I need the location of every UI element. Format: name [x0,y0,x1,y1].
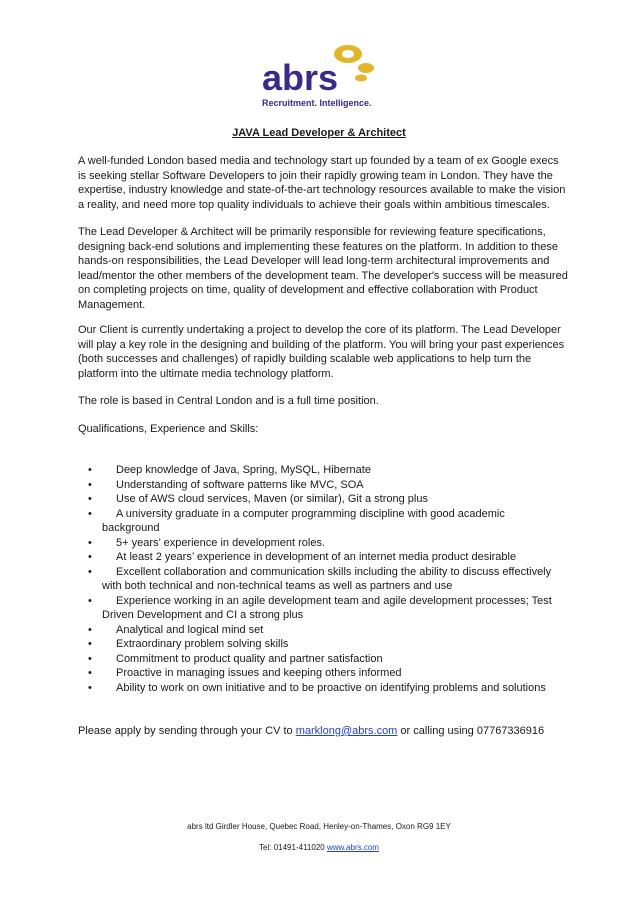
bullet-icon: • [88,507,92,520]
intro-paragraph: A well-funded London based media and technology start up founded by a team of ex Google execs is seeking stellar Software Developers to join their rapidly growing team in London. They have the expertise, industry knowledge and state-of-the-art technology resources available to make the vision a reality, and need more top quality individuals to achieve their goals within ambitious timescales. [78,155,566,211]
bullet-icon: • [88,681,92,694]
apply-paragraph: Please apply by sending through your CV to marklong@abrs.com or calling using 07767336916 [78,725,545,737]
list-item: • Use of AWS cloud services, Maven (or similar), Git a strong plus [88,493,428,505]
logo-wordmark: abrs [262,57,339,98]
bullet-icon: • [88,565,92,578]
website-link[interactable]: www.abrs.com [326,843,379,852]
client-paragraph: Our Client is currently undertaking a project to develop the core of its platform. The Lead Developer will play a key role in the designing and building of the platform. You will bring your past experiences (both successes and challenges) of rapidly building scalable web applications to help turn the platform into the ultimate media technology platform. [78,324,565,380]
footer-address: abrs ltd Girdler House, Quebec Road, Henley-on-Thames, Oxon RG9 1EY [187,822,451,831]
logo-graphic [258,40,384,110]
job-title: JAVA Lead Developer & Architect [232,127,406,139]
list-item: • At least 2 years’ experience in development of an internet media product desirable [88,551,517,563]
bullet-icon: • [88,623,92,636]
bullet-icon: • [88,536,92,549]
logo-tagline: Recruitment. Intelligence. [262,98,372,108]
bullet-icon: • [88,478,92,491]
list-item: • Excellent collaboration and communication skills including the ability to discuss effectively with both technical and non-technical teams as well as partners and use [88,565,552,592]
footer-contact: Tel: 01491-411020 www.abrs.com [259,843,379,852]
list-item: • 5+ years’ experience in development roles. [88,536,326,549]
location-paragraph: The role is based in Central London and is a full time position. [78,395,379,407]
bullet-icon: • [88,667,92,679]
list-item: • Commitment to product quality and partner satisfaction [88,652,383,665]
qualifications-heading: Qualifications, Experience and Skills: [78,423,259,435]
list-item: • A university graduate in a computer programming discipline with good academic background [88,507,505,534]
abrs-logo [258,40,384,110]
bullet-icon: • [88,652,92,665]
bullet-icon: • [88,594,92,607]
list-item: • Extraordinary problem solving skills [88,638,289,650]
skills-list [78,463,558,695]
list-item: • Ability to work on own initiative and to be proactive on identifying problems and solutions [88,681,546,694]
bullet-icon: • [88,464,92,476]
role-paragraph: The Lead Developer & Architect will be primarily responsible for reviewing feature specifications, designing back-end solutions and implementing these features on the platform. In addition to these hands-on responsibilities, the Lead Developer will lead long-term architectural improvements and lead/mentor the other members of the development team. The developer's success will be measured on completing projects on time, quality of development and effective collaboration with Product Management. [78,226,568,311]
bullet-icon: • [88,493,92,505]
list-item: • Analytical and logical mind set [88,623,264,636]
list-item: • Proactive in managing issues and keeping others informed [88,667,402,679]
list-item: • Experience working in an agile development team and agile development processes; Test Driven Development and CI a strong plus [88,594,552,621]
bullet-icon: • [88,638,92,650]
list-item: • Understanding of software patterns like MVC, SOA [88,478,364,491]
list-item: • Deep knowledge of Java, Spring, MySQL, Hibernate [88,464,371,476]
bullet-icon: • [88,551,92,563]
email-link[interactable]: marklong@abrs.com [295,725,398,737]
